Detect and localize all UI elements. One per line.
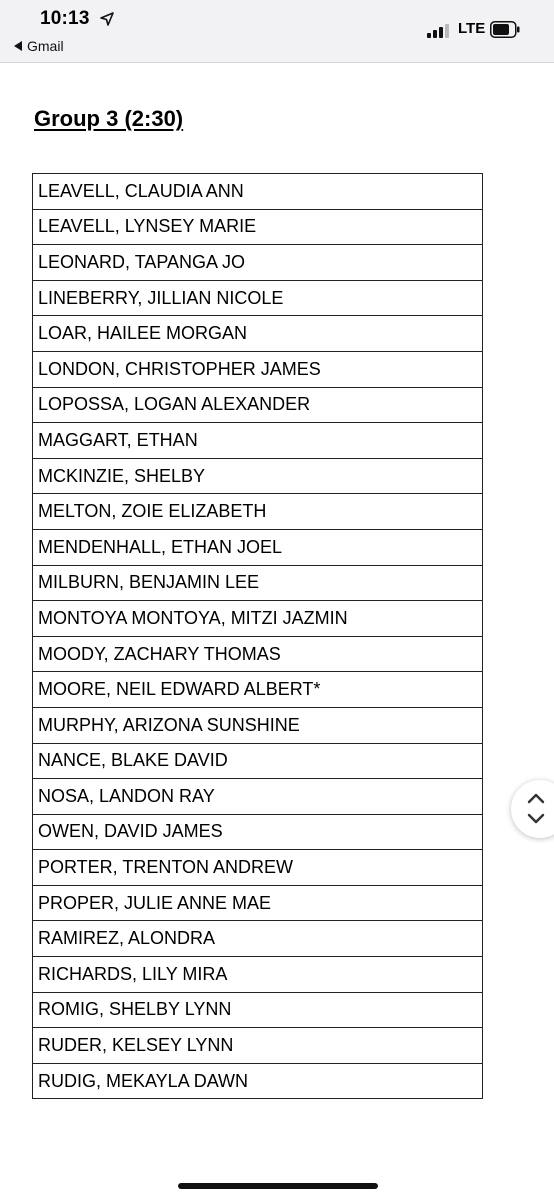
roster-name-cell: MENDENHALL, ETHAN JOEL (33, 529, 483, 565)
roster-name-cell: LEAVELL, LYNSEY MARIE (33, 209, 483, 245)
roster-name-cell: RUDER, KELSEY LYNN (33, 1028, 483, 1064)
roster-table (32, 173, 483, 1099)
roster-name-cell: LINEBERRY, JILLIAN NICOLE (33, 280, 483, 316)
table-row (33, 1063, 483, 1099)
network-type: LTE (458, 20, 486, 37)
roster-name-cell: NOSA, LANDON RAY (33, 779, 483, 815)
roster-name-cell: MAGGART, ETHAN (33, 423, 483, 459)
table-row (33, 814, 483, 850)
roster-name-cell: LOAR, HAILEE MORGAN (33, 316, 483, 352)
roster-name-cell: OWEN, DAVID JAMES (33, 814, 483, 850)
table-row (33, 707, 483, 743)
table-row (33, 494, 483, 530)
table-row (33, 921, 483, 957)
table-row (33, 280, 483, 316)
roster-name-cell: LONDON, CHRISTOPHER JAMES (33, 351, 483, 387)
roster-name-cell: MELTON, ZOIE ELIZABETH (33, 494, 483, 530)
table-row (33, 565, 483, 601)
roster-name-cell: MOORE, NEIL EDWARD ALBERT* (33, 672, 483, 708)
roster-name-cell: MONTOYA MONTOYA, MITZI JAZMIN (33, 601, 483, 637)
roster-name-cell: MILBURN, BENJAMIN LEE (33, 565, 483, 601)
table-row (33, 885, 483, 921)
status-time: 10:13 (40, 8, 90, 29)
chevron-up-icon[interactable] (527, 792, 545, 804)
table-row (33, 601, 483, 637)
table-row (33, 743, 483, 779)
roster-name-cell: NANCE, BLAKE DAVID (33, 743, 483, 779)
table-row (33, 992, 483, 1028)
location-arrow-icon (100, 12, 114, 26)
roster-name-cell: LEONARD, TAPANGA JO (33, 245, 483, 281)
battery-icon (490, 21, 520, 38)
table-row (33, 423, 483, 459)
back-to-app-link[interactable] (14, 38, 64, 54)
table-row (33, 1028, 483, 1064)
roster-name-cell: MCKINZIE, SHELBY (33, 458, 483, 494)
table-row (33, 672, 483, 708)
status-bar (0, 0, 554, 63)
chevron-down-icon[interactable] (527, 813, 545, 825)
home-indicator[interactable] (178, 1183, 378, 1189)
roster-name-cell: ROMIG, SHELBY LYNN (33, 992, 483, 1028)
roster-name-cell: LEAVELL, CLAUDIA ANN (33, 174, 483, 210)
roster-name-cell: LOPOSSA, LOGAN ALEXANDER (33, 387, 483, 423)
roster-name-cell: RAMIREZ, ALONDRA (33, 921, 483, 957)
cellular-signal-icon (426, 24, 456, 38)
table-row (33, 174, 483, 210)
table-row (33, 245, 483, 281)
back-triangle-icon (14, 41, 22, 51)
table-row (33, 636, 483, 672)
table-row (33, 458, 483, 494)
roster-name-cell: PROPER, JULIE ANNE MAE (33, 885, 483, 921)
table-row (33, 387, 483, 423)
table-row (33, 957, 483, 993)
table-row (33, 351, 483, 387)
roster-name-cell: RUDIG, MEKAYLA DAWN (33, 1063, 483, 1099)
table-row (33, 529, 483, 565)
table-row (33, 209, 483, 245)
roster-name-cell: RICHARDS, LILY MIRA (33, 957, 483, 993)
roster-name-cell: PORTER, TRENTON ANDREW (33, 850, 483, 886)
roster-name-cell: MOODY, ZACHARY THOMAS (33, 636, 483, 672)
table-row (33, 779, 483, 815)
table-row (33, 850, 483, 886)
back-app-label: Gmail (27, 38, 64, 54)
roster-name-cell: MURPHY, ARIZONA SUNSHINE (33, 707, 483, 743)
table-row (33, 316, 483, 352)
group-heading: Group 3 (2:30) (34, 106, 184, 131)
scroll-nav-control[interactable] (511, 780, 554, 838)
